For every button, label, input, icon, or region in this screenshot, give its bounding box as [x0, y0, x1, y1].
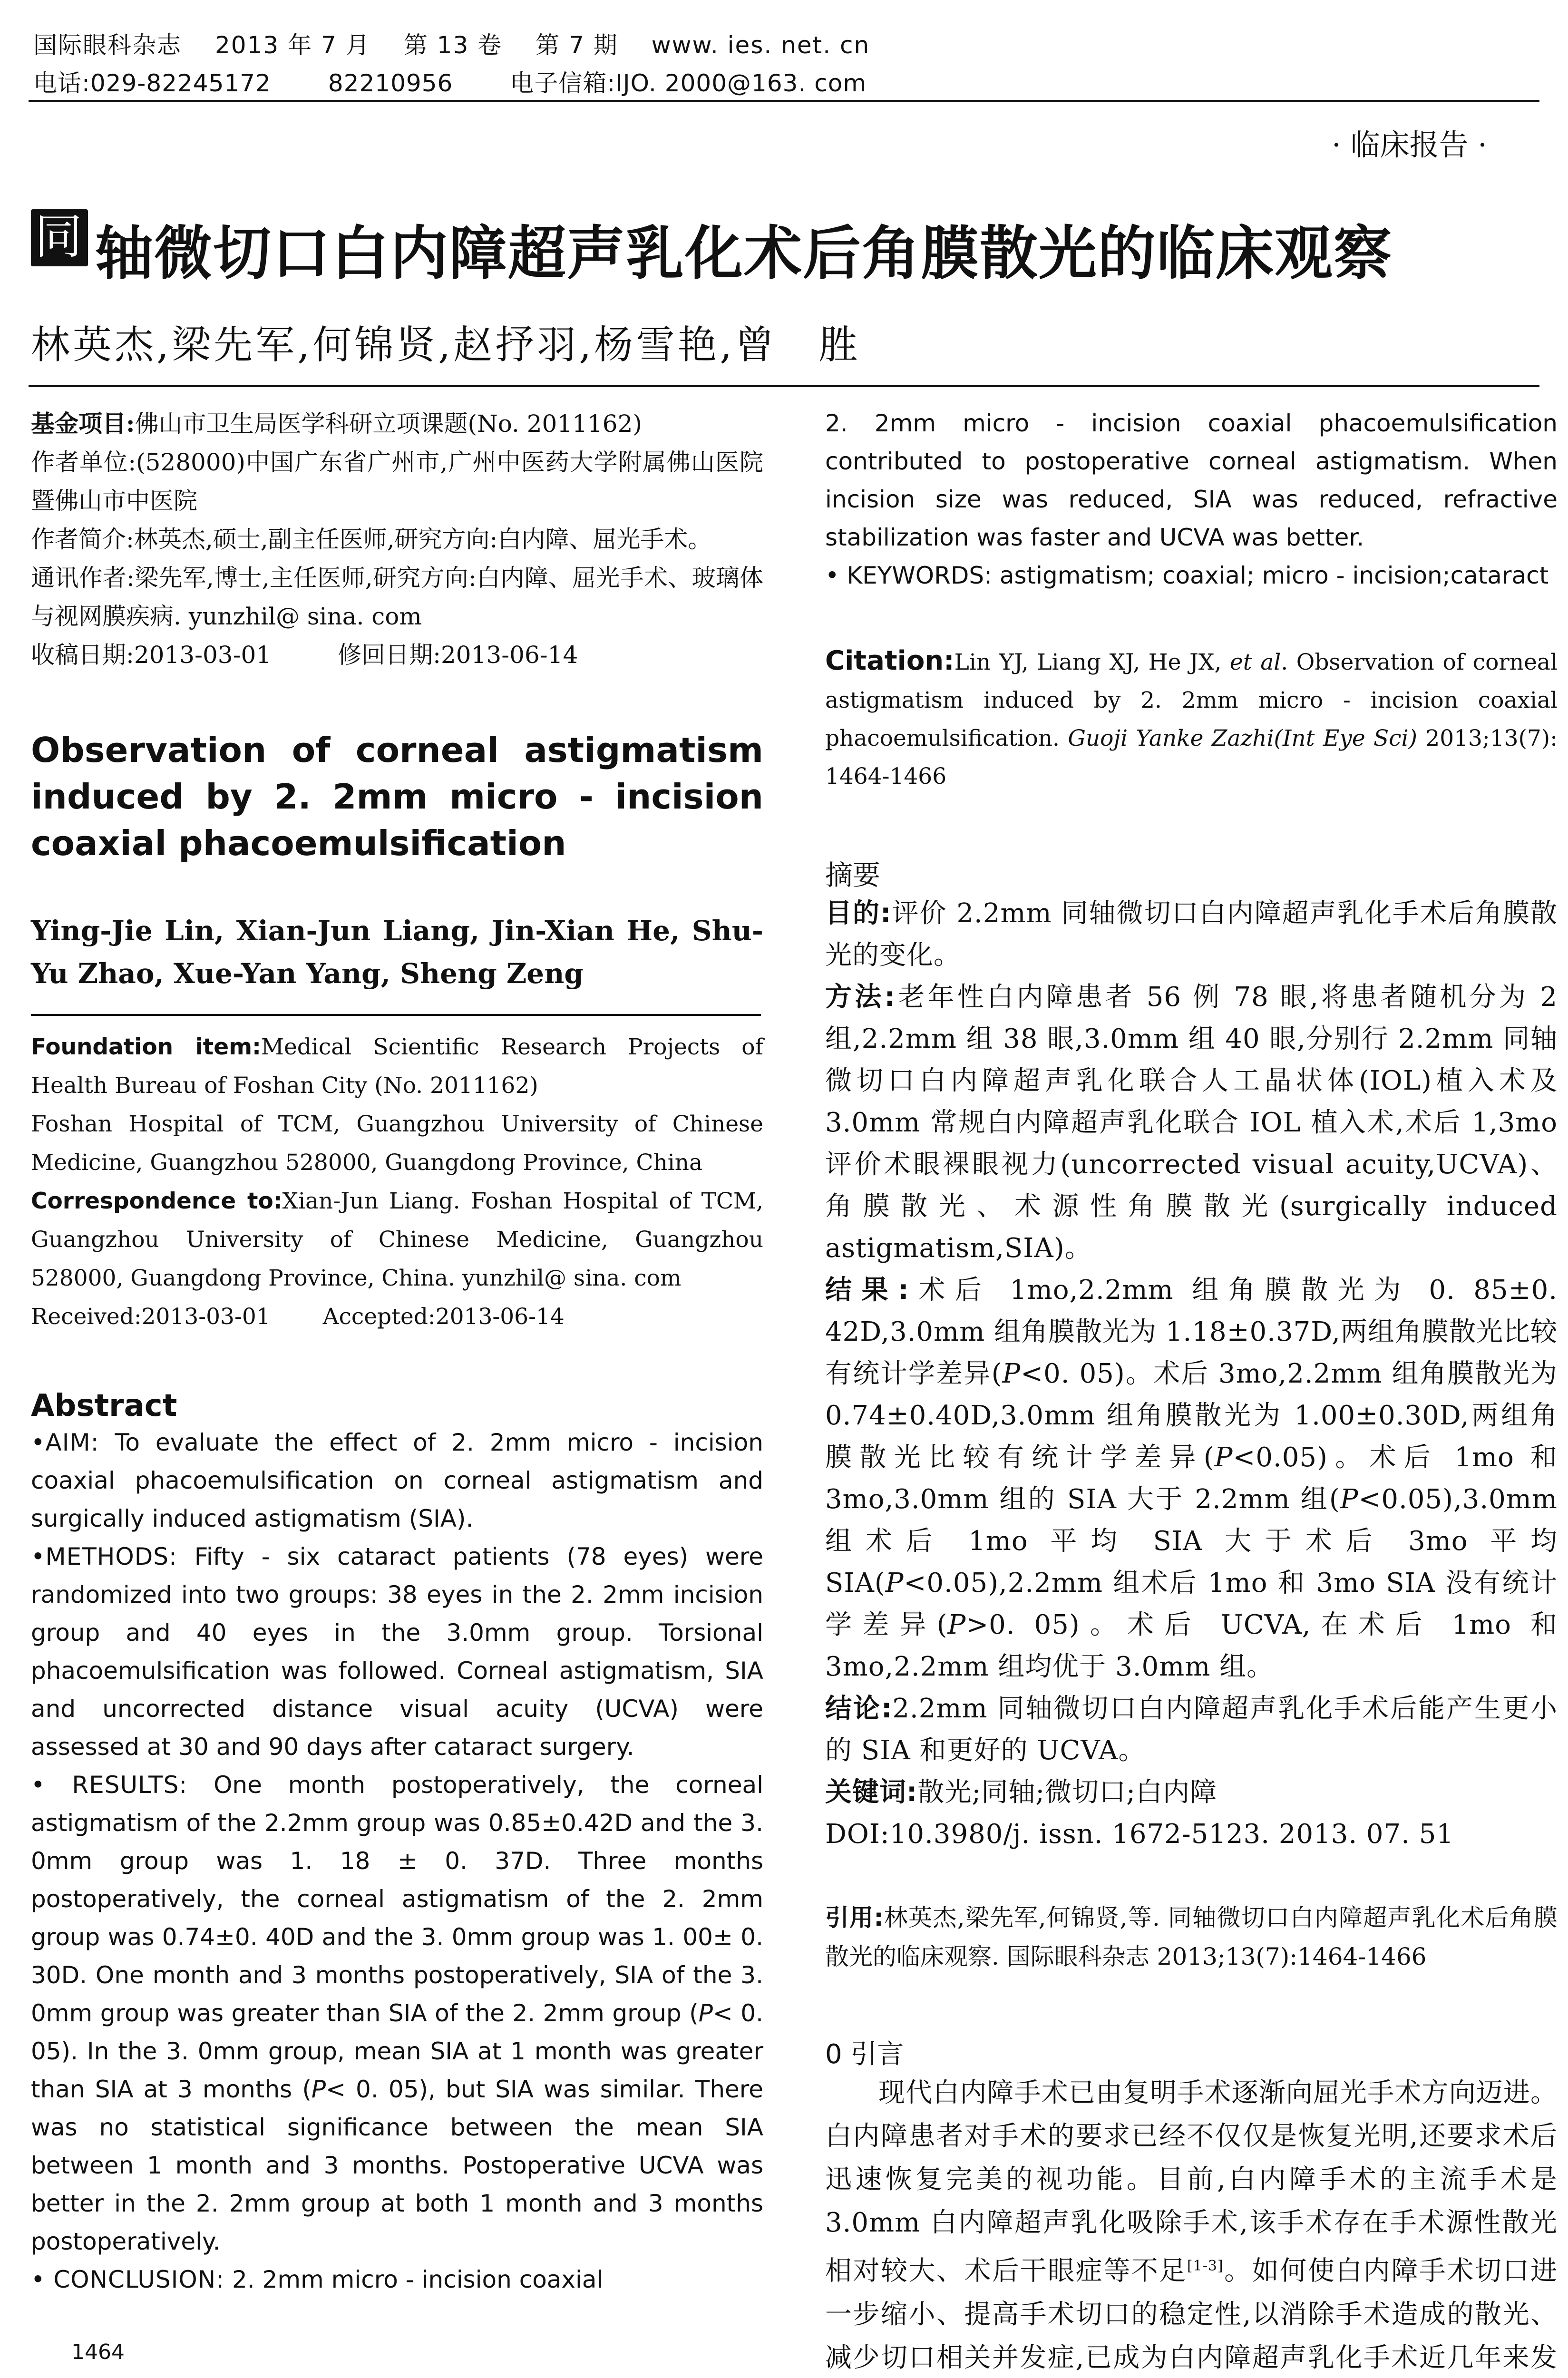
english-title: Observation of corneal astigmatism induced by 2. 2mm micro - incision coaxial phacoemulsification [31, 730, 763, 863]
unit-cn: 作者单位:(528000)中国广东省广州市,广州中医药大学附属佛山医院暨佛山市中医院 [31, 448, 763, 515]
intro-paragraph: 现代白内障手术已由复明手术逐渐向屈光手术方向迈进。白内障患者对手术的要求已经不仅仅是恢复光明,还要求术后迅速恢复完美的视功能。目前,白内障手术的主流手术是 3.0mm 白内障超声乳化吸除手术,该手术存在手术源性散光相对较大、术后干眼症等不足[1-3]。如何使白内障手术切口进一步缩小、提高手术切口的稳定性,以消除手术造成的散光、减少切口相关并发症,已成为白内障超声乳化手术近几年来发 [825, 2077, 1558, 2373]
article-category: · 临床报告 · [1332, 127, 1487, 162]
title-rule [29, 385, 1539, 387]
abstract-results: • RESULTS: One month postoperatively, the corneal astigmatism of the 2.2mm group was 0.85±0.42D and the 3. 0mm group was 1. 18 ± 0. 37D. Three months postoperatively, the corneal astigmatism of the 2. 2mm group was 0.74±0. 40D and the 3. 0mm group was 1. 00± 0. 30D. One month and 3 months postoperatively, SIA of the 3. 0mm group was greater than SIA of the 2. 2mm group (P< 0. 05). In the 3. 0mm group, mean SIA at 1 month was greater than SIA at 3 months (P< 0. 05), but SIA was similar. There was no statistical significance between the mean SIA between 1 month and 3 months. Postoperative UCVA was better in the 2. 2mm group at both 1 month and 3 months postoperatively. [31, 1771, 764, 2255]
zh-results: 结果:术后 1mo,2.2mm 组角膜散光为 0. 85±0. 42D,3.0mm 组角膜散光为 1.18±0.37D,两组角膜散光比较有统计学差异(P<0. 05)。术后 3mo,2.2mm 组角膜散光为 0.74±0.40D,3.0mm 组角膜散光为 1.00±0.30D,两组角膜散光比较有统计学差异(P<0.05)。术后 1mo 和 3mo,3.0mm 组的 SIA 大于 2.2mm 组(P<0.05),3.0mm 组术后 1mo 平均 SIA 大于术后 3mo 平均 SIA(P<0.05),2.2mm 组术后 1mo 和 3mo SIA 没有统计学差异(P>0. 05)。术后 UCVA,在术后 1mo 和 3mo,2.2mm 组均优于 3.0mm 组。 [825, 1275, 1558, 1682]
fund-cn: 基金项目:佛山市卫生局医学科研立项课题(No. 2011162) [31, 409, 642, 438]
foundation-item: Foundation item:Medical Scientific Research Projects of Health Bureau of Foshan City (No. 2011162) [31, 1034, 763, 1099]
email-link[interactable]: 电子信箱:IJO. 2000@163. com [510, 69, 867, 97]
abstract-keywords: • KEYWORDS: astigmatism; coaxial; micro - incision;cataract [825, 562, 1549, 589]
title-initial-mark [31, 209, 88, 266]
dates-cn: 收稿日期:2013-03-01 修回日期:2013-06-14 [31, 641, 578, 669]
correspondence-en: Correspondence to:Xian-Jun Liang. Foshan Hospital of TCM, Guangzhou University of Chinese Medicine, Guangzhou 528000, Guangdong Province, China. yunzhil@ sina. com [31, 1188, 763, 1291]
affiliation-en: Foshan Hospital of TCM, Guangzhou University of Chinese Medicine, Guangzhou 528000, Guangdong Province, China [31, 1111, 763, 1176]
title-initial-char: 同 [35, 209, 82, 264]
authors-rule [31, 1014, 761, 1016]
journal-header-line1 [33, 26, 903, 60]
intro-heading: 0 引言 [825, 2039, 904, 2070]
dates-en: Received:2013-03-01 Accepted:2013-06-14 [31, 1304, 565, 1330]
authors-chinese: 林英杰,梁先军,何锦贤,赵抒羽,杨雪艳,曾 胜 [31, 322, 861, 368]
left-column [31, 404, 763, 2299]
ref-1[interactable]: [1-3] [1187, 2258, 1224, 2274]
volume: 第 13 卷 [403, 31, 503, 59]
doi: DOI:10.3980/j. issn. 1672-5123. 2013. 07. 51 [825, 1819, 1454, 1850]
right-column [825, 404, 1558, 2378]
citation-en: Citation:Lin YJ, Liang XJ, He JX, et al. Observation of corneal astigmatism induced by 2. 2mm micro - incision coaxial phacoemulsification. Guoji Yanke Zazhi(Int Eye Sci) 2013;13(7): 1464-1466 [825, 645, 1558, 789]
header-rule [29, 100, 1539, 102]
journal-name: 国际眼科杂志 [33, 31, 182, 59]
abstract-methods: •METHODS: Fifty - six cataract patients (78 eyes) were randomized into two groups: 38 eyes in the 2. 2mm incision group and 40 eyes in the 3.0mm group. Torsional phacoemulsification was followed. Corneal astigmatism, SIA and uncorrected distance visual acuity (UCVA) were assessed at 30 and 90 days after cataract surgery. [31, 1543, 763, 1761]
journal-header-line2 [33, 64, 924, 98]
zh-methods: 方法:老年性白内障患者 56 例 78 眼,将患者随机分为 2 组,2.2mm 组 38 眼,3.0mm 组 40 眼,分别行 2.2mm 同轴微切口白内障超声乳化联合人工晶状体(IOL)植入术及 3.0mm 常规白内障超声乳化联合 IOL 植入术,术后 1,3mo 评价术眼裸眼视力(uncorrected visual acuity,UCVA)、角膜散光、术源性角膜散光(surgically induced astigmatism,SIA)。 [825, 982, 1558, 1264]
citation-zh: 引用:林英杰,梁先军,何锦贤,等. 同轴微切口白内障超声乳化术后角膜散光的临床观察. 国际眼科杂志 2013;13(7):1464-1466 [825, 1904, 1558, 1970]
website-link[interactable]: www. ies. net. cn [651, 31, 870, 59]
abstract-aim: •AIM: To evaluate the effect of 2. 2mm micro - incision coaxial phacoemulsification on corneal astigmatism and surgically induced astigmatism (SIA). [31, 1429, 763, 1532]
zh-keywords: 关键词:散光;同轴;微切口;白内障 [825, 1777, 1217, 1808]
fax: 82210956 [328, 69, 453, 97]
abstract-conclusion: 2. 2mm micro - incision coaxial phacoemulsification contributed to postoperative corneal astigmatism. When incision size was reduced, SIA was reduced, refractive stabilization was faster and UCVA was better. [825, 409, 1558, 551]
conclusion-line1: 2. 2mm micro - incision coaxial [232, 2266, 604, 2293]
bio-cn: 作者简介:林英杰,硕士,副主任医师,研究方向:白内障、屈光手术。 [31, 526, 712, 553]
english-authors: Ying-Jie Lin, Xian-Jun Liang, Jin-Xian He, Shu-Yu Zhao, Xue-Yan Yang, Sheng Zeng [31, 915, 763, 990]
issue-date: 2013 年 7 月 [215, 31, 370, 59]
abstract-heading: Abstract [31, 1388, 177, 1423]
zh-aim: 目的:评价 2.2mm 同轴微切口白内障超声乳化手术后角膜散光的变化。 [825, 898, 1558, 971]
abstract-conclusion-start: • CONCLUSION: 2. 2mm micro - incision coaxial [31, 2266, 604, 2293]
page-number: 1464 [71, 2340, 125, 2364]
issue: 第 7 期 [536, 31, 618, 59]
phone: 电话:029-82245172 [33, 69, 271, 97]
title-text: 轴微切口白内障超声乳化术后角膜散光的临床观察 [95, 220, 1393, 287]
zh-conclusion: 结论:2.2mm 同轴微切口白内障超声乳化手术后能产生更小的 SIA 和更好的 UCVA。 [825, 1693, 1558, 1766]
corr-cn: 通讯作者:梁先军,博士,主任医师,研究方向:白内障、屈光手术、玻璃体与视网膜疾病. yunzhil@ sina. com [31, 564, 763, 630]
chinese-abstract-heading: 摘要 [825, 859, 881, 891]
